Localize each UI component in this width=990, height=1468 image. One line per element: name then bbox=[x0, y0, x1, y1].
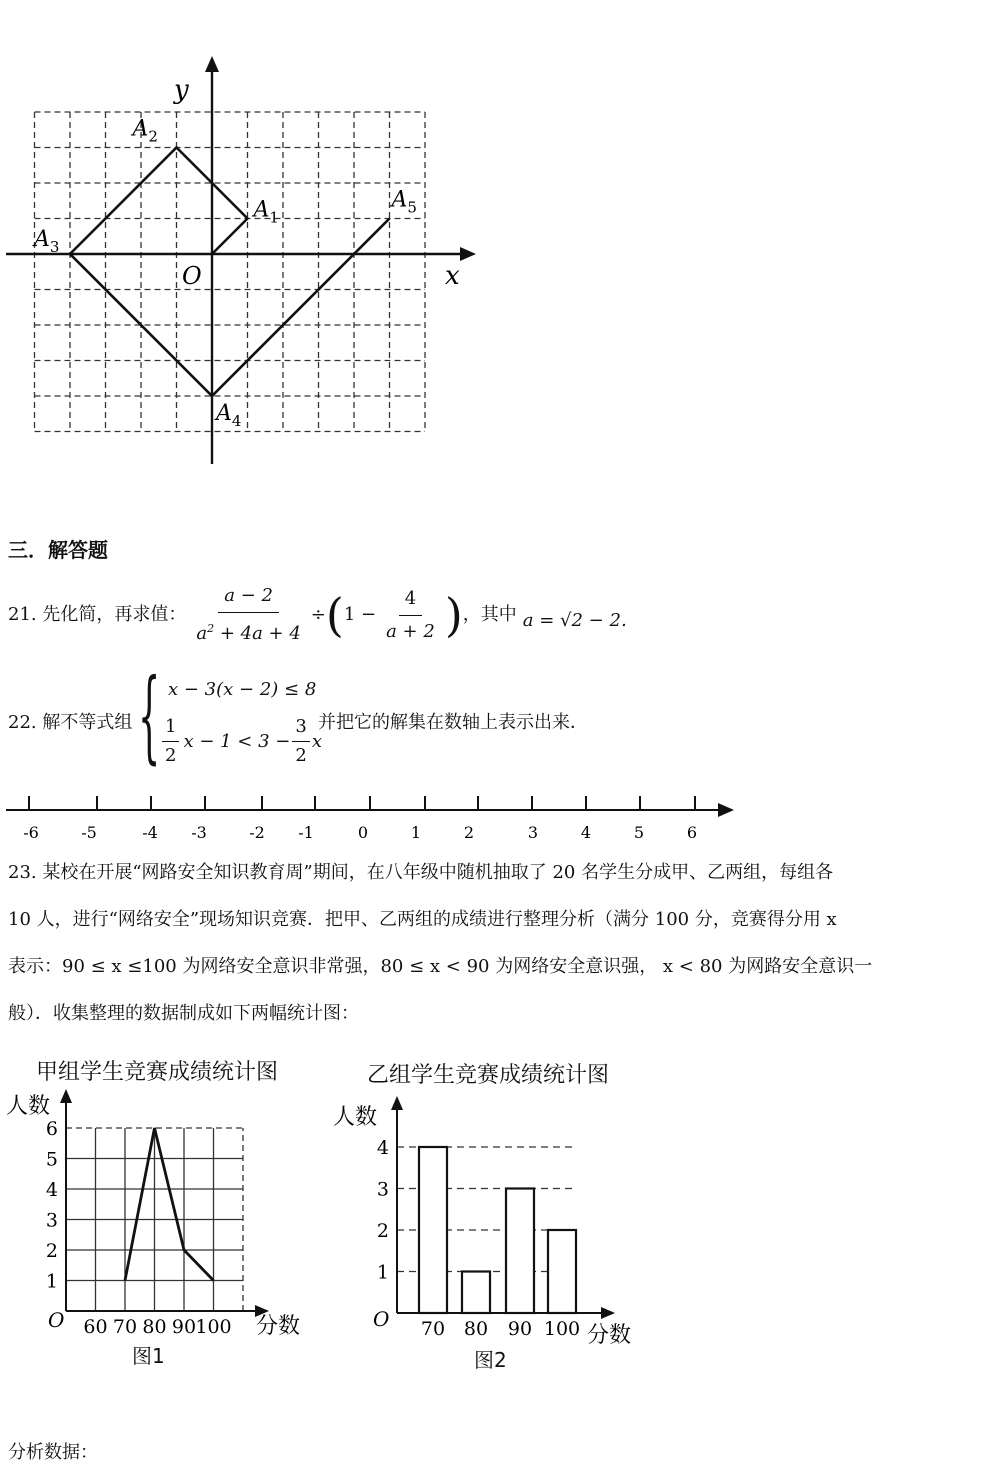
number-line-label: 0 bbox=[357, 823, 369, 842]
chart2-ytick: 1 bbox=[376, 1261, 389, 1284]
number-line-label: 6 bbox=[686, 823, 698, 842]
number-line-label: -5 bbox=[81, 823, 97, 842]
chart2-title: 乙组学生竞赛成绩统计图 bbox=[367, 1063, 610, 1088]
q21-den-a: a bbox=[196, 623, 208, 644]
chart2-xtick: 80 bbox=[463, 1318, 489, 1340]
ineq2-mid: x − 1 < 3 − bbox=[183, 730, 291, 752]
point-label-A1: $A_1$ bbox=[253, 197, 279, 227]
chart2-caption: 图2 bbox=[474, 1348, 507, 1372]
chart2-xtick: 70 bbox=[420, 1318, 446, 1340]
q21-tail: ，其中 bbox=[462, 604, 517, 626]
half-fraction bbox=[162, 713, 179, 770]
chart2-xtick: 90 bbox=[507, 1318, 533, 1340]
chart2-x-arrow bbox=[601, 1307, 615, 1319]
q21-den-sup: 2 bbox=[207, 622, 215, 635]
origin-label: O bbox=[182, 262, 202, 290]
chart1-xtick: 70 bbox=[112, 1316, 138, 1338]
chart1-origin: O bbox=[48, 1308, 65, 1332]
x-axis-label: x bbox=[445, 261, 460, 291]
q22-inequality-1: x − 3(x − 2) ≤ 8 bbox=[168, 679, 317, 700]
chart1-ytick: 5 bbox=[45, 1148, 58, 1171]
chart1-plot bbox=[6, 1089, 300, 1339]
y-axis-arrow bbox=[205, 56, 219, 72]
point-labels bbox=[32, 75, 460, 430]
point-label-A2: $A_2$ bbox=[132, 116, 158, 146]
half-den: 2 bbox=[165, 745, 177, 766]
q21-fraction-1 bbox=[190, 580, 306, 650]
number-line-label: 1 bbox=[410, 823, 422, 842]
half-num: 1 bbox=[162, 713, 179, 742]
chart1-xlabel: 分数 bbox=[256, 1314, 301, 1339]
number-line-label: -1 bbox=[298, 823, 314, 842]
number-line-ticks bbox=[23, 796, 697, 842]
three-halves-fraction bbox=[292, 713, 309, 770]
q21-div-sign: ÷ bbox=[310, 604, 326, 626]
three-halves-den: 2 bbox=[295, 745, 307, 766]
chart1-series-line bbox=[125, 1128, 214, 1281]
chart1-ytick: 2 bbox=[45, 1240, 58, 1262]
polyline-path bbox=[70, 148, 390, 397]
chart2-bar-80 bbox=[462, 1272, 490, 1314]
chart2-bar bbox=[325, 1090, 655, 1350]
chart2-ytick: 3 bbox=[376, 1178, 389, 1201]
path-line bbox=[70, 148, 390, 397]
chart2-bar-70 bbox=[419, 1147, 447, 1313]
q22-inequality-2 bbox=[162, 713, 322, 770]
chart2-origin: O bbox=[373, 1307, 390, 1331]
three-halves-num: 3 bbox=[292, 713, 309, 742]
chart1-ytick: 1 bbox=[45, 1270, 58, 1293]
q21-frac2-numerator: 4 bbox=[399, 583, 422, 616]
chart2-ytick: 2 bbox=[376, 1220, 389, 1242]
ineq2-end: x bbox=[311, 730, 322, 752]
number-line-label: -2 bbox=[249, 823, 265, 842]
chart2-bar-100 bbox=[548, 1230, 576, 1313]
q21-frac1-numerator: a − 2 bbox=[218, 580, 279, 613]
chart1-ylabel: 人数 bbox=[6, 1094, 51, 1119]
q22-tail: 并把它的解集在数轴上表示出来． bbox=[318, 712, 588, 733]
q23-line-1: 23. 某校在开展“网路安全知识教育周”期间，在八年级中随机抽取了 20 名学生分成甲、乙两组，每组各 bbox=[8, 862, 834, 883]
chart1-ytick: 3 bbox=[45, 1209, 58, 1232]
system-brace: { bbox=[138, 657, 161, 774]
q21-lead: 21. 先化简，再求值： bbox=[8, 604, 187, 626]
chart1-ytick: 6 bbox=[45, 1118, 58, 1140]
number-line-label: 2 bbox=[463, 823, 475, 842]
q21-value: a = √2 − 2． bbox=[522, 610, 639, 632]
left-paren: ( bbox=[325, 588, 344, 642]
number-line-label: 4 bbox=[580, 823, 592, 842]
footer-text: 分析数据： bbox=[8, 1442, 98, 1463]
chart1-xtick: 60 bbox=[83, 1316, 108, 1338]
chart2-xtick: 100 bbox=[543, 1318, 581, 1340]
chart1-y-arrow bbox=[60, 1089, 72, 1103]
right-paren: ) bbox=[444, 588, 463, 642]
chart2-ytick: 4 bbox=[376, 1137, 389, 1159]
chart1-xtick: 80 bbox=[142, 1316, 167, 1338]
chart2-ylabel: 人数 bbox=[333, 1105, 378, 1130]
q23-line-3: 表示：90 ≤ x ≤100 为网络安全意识非常强，80 ≤ x < 90 为网络安全意识强， x < 80 为网路安全意识一 bbox=[8, 956, 873, 977]
section-title: 三．解答题 bbox=[8, 538, 108, 562]
number-line-label: -3 bbox=[191, 823, 207, 842]
q23-line-2: 10 人，进行“网络安全”现场知识竞赛．把甲、乙两组的成绩进行整理分析（满分 100 分，竞赛得分用 x bbox=[8, 909, 837, 930]
chart2-bar-90 bbox=[506, 1189, 534, 1314]
q21-frac2-denominator: a + 2 bbox=[386, 620, 435, 642]
q21-den-rest: + 4a + 4 bbox=[214, 623, 301, 644]
q22-lead: 22. 解不等式组 bbox=[8, 712, 133, 733]
chart2-xlabel: 分数 bbox=[587, 1323, 632, 1348]
q21-one-minus: 1 − bbox=[343, 604, 377, 626]
number-line-arrow bbox=[718, 803, 734, 817]
chart1-title: 甲组学生竞赛成绩统计图 bbox=[36, 1060, 279, 1085]
number-line bbox=[0, 790, 760, 850]
chart1-ytick: 4 bbox=[45, 1179, 58, 1201]
number-line-label: 5 bbox=[633, 823, 645, 842]
chart1-xtick: 90 bbox=[171, 1316, 197, 1338]
chart1-xtick: 100 bbox=[195, 1316, 232, 1338]
chart2-plot bbox=[333, 1096, 631, 1348]
chart1-caption: 图1 bbox=[132, 1344, 165, 1368]
chart2-y-arrow bbox=[391, 1096, 403, 1110]
coordinate-grid-figure bbox=[0, 40, 500, 480]
question-21 bbox=[8, 585, 639, 645]
q23-line-4: 般）．收集整理的数据制成如下两幅统计图： bbox=[8, 1003, 359, 1024]
q21-fraction-2 bbox=[380, 583, 441, 648]
number-line-label: 3 bbox=[527, 823, 539, 842]
y-axis-label: y bbox=[174, 75, 189, 105]
point-label-A3: $A_3$ bbox=[34, 227, 60, 256]
q21-frac1-denominator bbox=[190, 613, 306, 650]
x-axis-arrow bbox=[460, 247, 476, 261]
number-line-label: -6 bbox=[23, 823, 39, 842]
number-line-label: -4 bbox=[142, 823, 158, 842]
point-label-A5: $A_5$ bbox=[391, 187, 417, 217]
point-label-A4: $A_4$ bbox=[216, 401, 242, 430]
grid-lines bbox=[35, 112, 426, 432]
chart1-line bbox=[0, 1085, 330, 1345]
